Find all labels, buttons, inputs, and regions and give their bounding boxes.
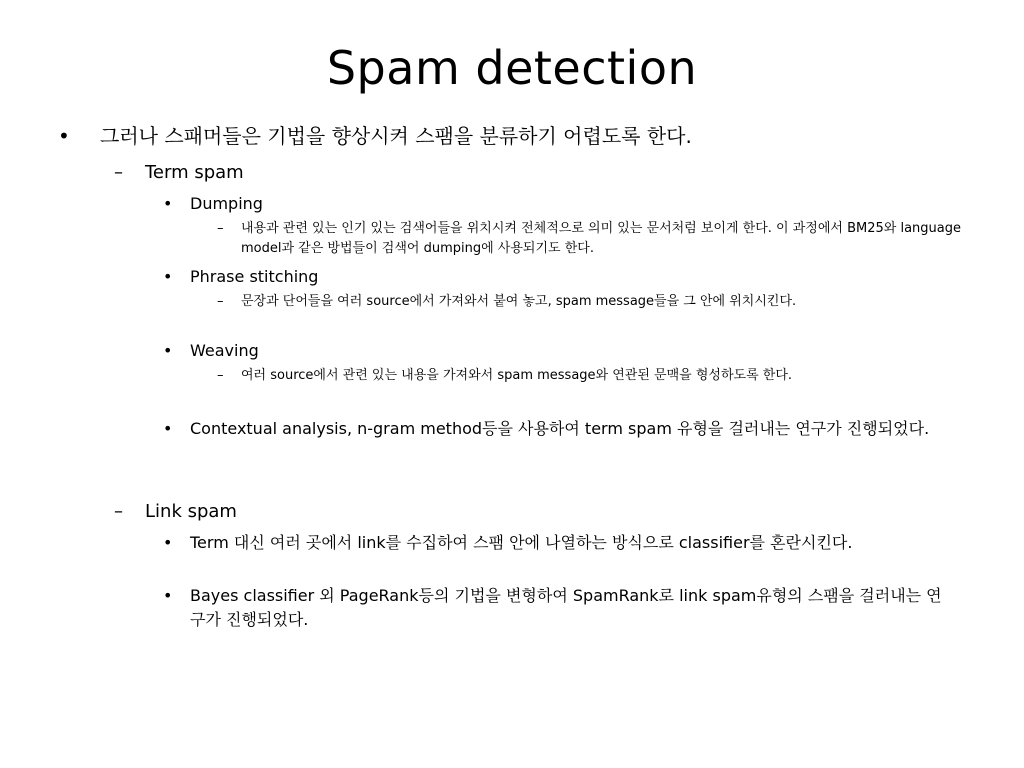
bullet-dot: • — [163, 341, 173, 360]
weaving-item — [163, 339, 963, 363]
weaving-label: Weaving — [190, 341, 259, 360]
bullet-dot: • — [163, 267, 173, 286]
bullet-dot: • — [163, 533, 173, 552]
link-spam-label: Link spam — [145, 501, 237, 522]
phrase-stitching-label: Phrase stitching — [190, 267, 319, 286]
link-spam-heading — [114, 499, 974, 525]
bullet-main-text: 그러나 스패머들은 기법을 향상시켜 스팸을 분류하기 어렵도록 한다. — [100, 124, 692, 148]
dash-marker: – — [114, 162, 123, 183]
bullet-dot: • — [163, 194, 173, 213]
link-spam-item-2 — [163, 584, 963, 632]
phrase-stitching-item — [163, 265, 963, 289]
dash-marker: – — [114, 501, 123, 522]
link-spam-item-1-text: Term 대신 여러 곳에서 link를 수집하여 스팸 안에 나열하는 방식으로 classifier를 혼란시킨다. — [190, 533, 853, 552]
bullet-main — [58, 122, 958, 150]
dash-marker: – — [217, 221, 224, 236]
bullet-dot: • — [163, 586, 173, 605]
dash-marker: – — [217, 368, 224, 383]
link-spam-item-2-text: Bayes classifier 외 PageRank등의 기법을 변형하여 SpamRank로 link spam유형의 스팸을 걸러내는 연구가 진행되었다. — [190, 586, 942, 629]
contextual-analysis-item — [163, 417, 963, 441]
slide-title: Spam detection — [326, 41, 698, 95]
term-spam-label: Term spam — [145, 162, 244, 183]
weaving-detail-text: 여러 source에서 관련 있는 내용을 가져와서 spam message와 연관된 문맥을 형성하도록 한다. — [241, 368, 793, 383]
dumping-label: Dumping — [190, 194, 263, 213]
dash-marker: – — [217, 294, 224, 309]
phrase-stitching-detail — [217, 292, 977, 312]
link-spam-item-1 — [163, 531, 963, 555]
dumping-item — [163, 192, 963, 216]
weaving-detail — [217, 366, 977, 386]
bullet-dot: • — [163, 419, 173, 438]
bullet-dot: • — [58, 124, 70, 148]
contextual-analysis-text: Contextual analysis, n-gram method등을 사용하여 term spam 유형을 걸러내는 연구가 진행되었다. — [190, 419, 930, 438]
term-spam-heading — [114, 160, 974, 186]
dumping-detail — [217, 219, 977, 259]
phrase-stitching-detail-text: 문장과 단어들을 여러 source에서 가져와서 붙여 놓고, spam message들을 그 안에 위치시킨다. — [241, 294, 797, 309]
dumping-detail-text: 내용과 관련 있는 인기 있는 검색어들을 위치시켜 전체적으로 의미 있는 문서처럼 보이게 한다. 이 과정에서 BM25와 language model과 같은 방법들이 검색어 dumping에 사용되기도 한다. — [241, 221, 962, 256]
